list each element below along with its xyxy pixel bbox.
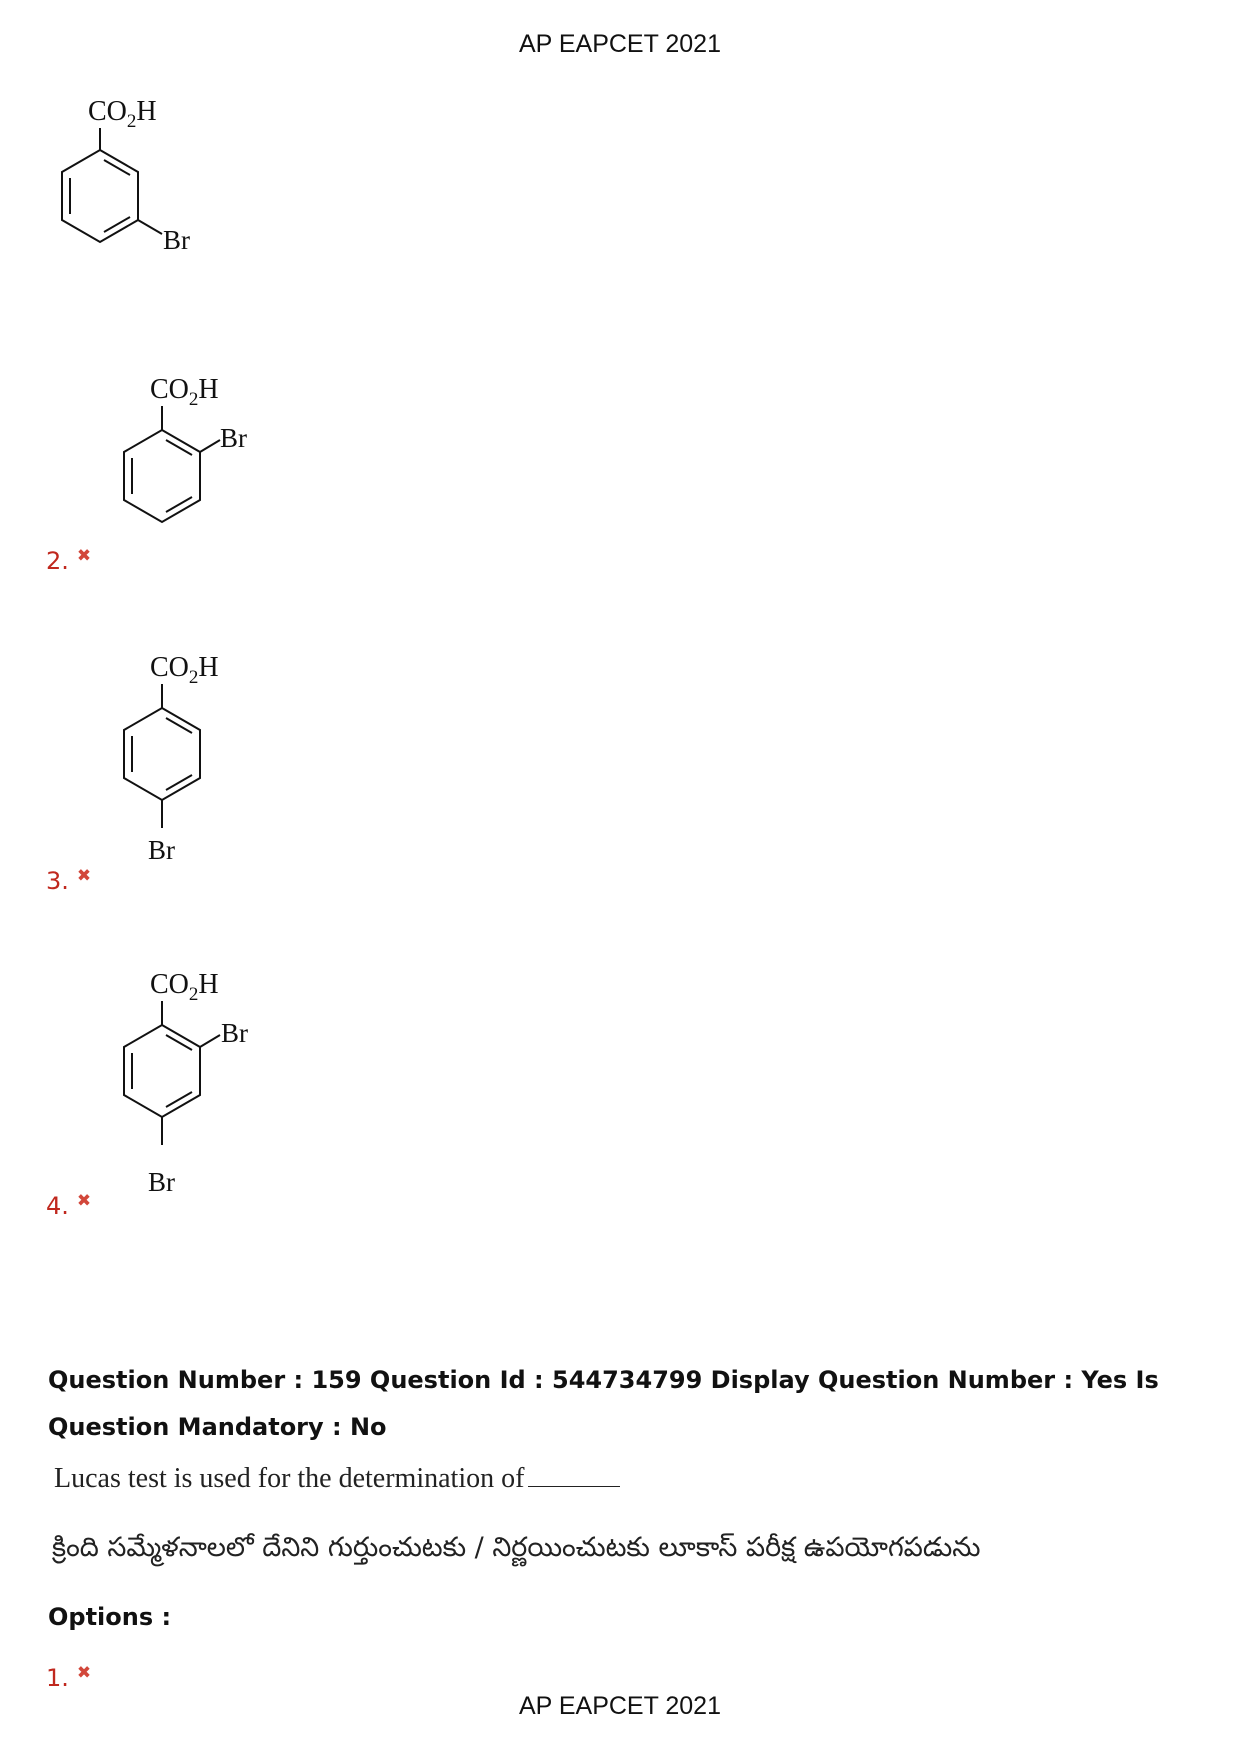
option-number: 4. xyxy=(46,1192,69,1220)
question-text-telugu: క్రింది సమ్మేళనాలలో దేనిని గుర్తుంచుటకు / నిర్ణయించుటకు లూకాస్ పరీక్ష ఉపయోగపడును xyxy=(52,1532,981,1563)
structure-2-bromobenzoic-acid xyxy=(112,368,292,562)
answer-blank xyxy=(528,1486,620,1487)
br-label: Br xyxy=(221,1018,248,1048)
co2h-label: $CO_2H$ xyxy=(150,969,219,1005)
option-number: 3. xyxy=(46,867,69,895)
option-1[interactable] xyxy=(46,1664,91,1692)
br-label: Br xyxy=(148,1167,175,1197)
options-label: Options : xyxy=(48,1603,172,1631)
page-footer: AP EAPCET 2021 xyxy=(519,1692,721,1720)
br-label: Br xyxy=(220,423,247,453)
structure-3-bromobenzoic-acid xyxy=(50,90,230,294)
option-number: 2. xyxy=(46,547,69,575)
cross-icon: ✖ xyxy=(76,1191,92,1211)
option-3[interactable] xyxy=(46,867,91,895)
option-4[interactable] xyxy=(46,1192,91,1220)
question-text-english xyxy=(54,1463,620,1495)
cross-icon: ✖ xyxy=(76,866,92,886)
page-header: AP EAPCET 2021 xyxy=(519,30,721,58)
structure-2-4-dibromobenzoic-acid xyxy=(112,963,292,1207)
option-2[interactable] xyxy=(46,547,91,575)
structure-4-bromobenzoic-acid xyxy=(112,646,292,890)
question-meta: Question Number : 159 Question Id : 544734799 Display Question Number : Yes Is Question Mandatory : No xyxy=(48,1366,1159,1441)
co2h-label: $CO_2H$ xyxy=(150,652,219,688)
cross-icon: ✖ xyxy=(76,546,92,566)
co2h-label: $CO_2H$ xyxy=(88,96,157,132)
br-label: Br xyxy=(148,835,175,865)
option-number: 1. xyxy=(46,1664,69,1692)
question-text: Lucas test is used for the determination of xyxy=(54,1463,525,1494)
co2h-label: $CO_2H$ xyxy=(150,374,219,410)
cross-icon: ✖ xyxy=(76,1663,92,1683)
br-label: Br xyxy=(163,225,190,255)
